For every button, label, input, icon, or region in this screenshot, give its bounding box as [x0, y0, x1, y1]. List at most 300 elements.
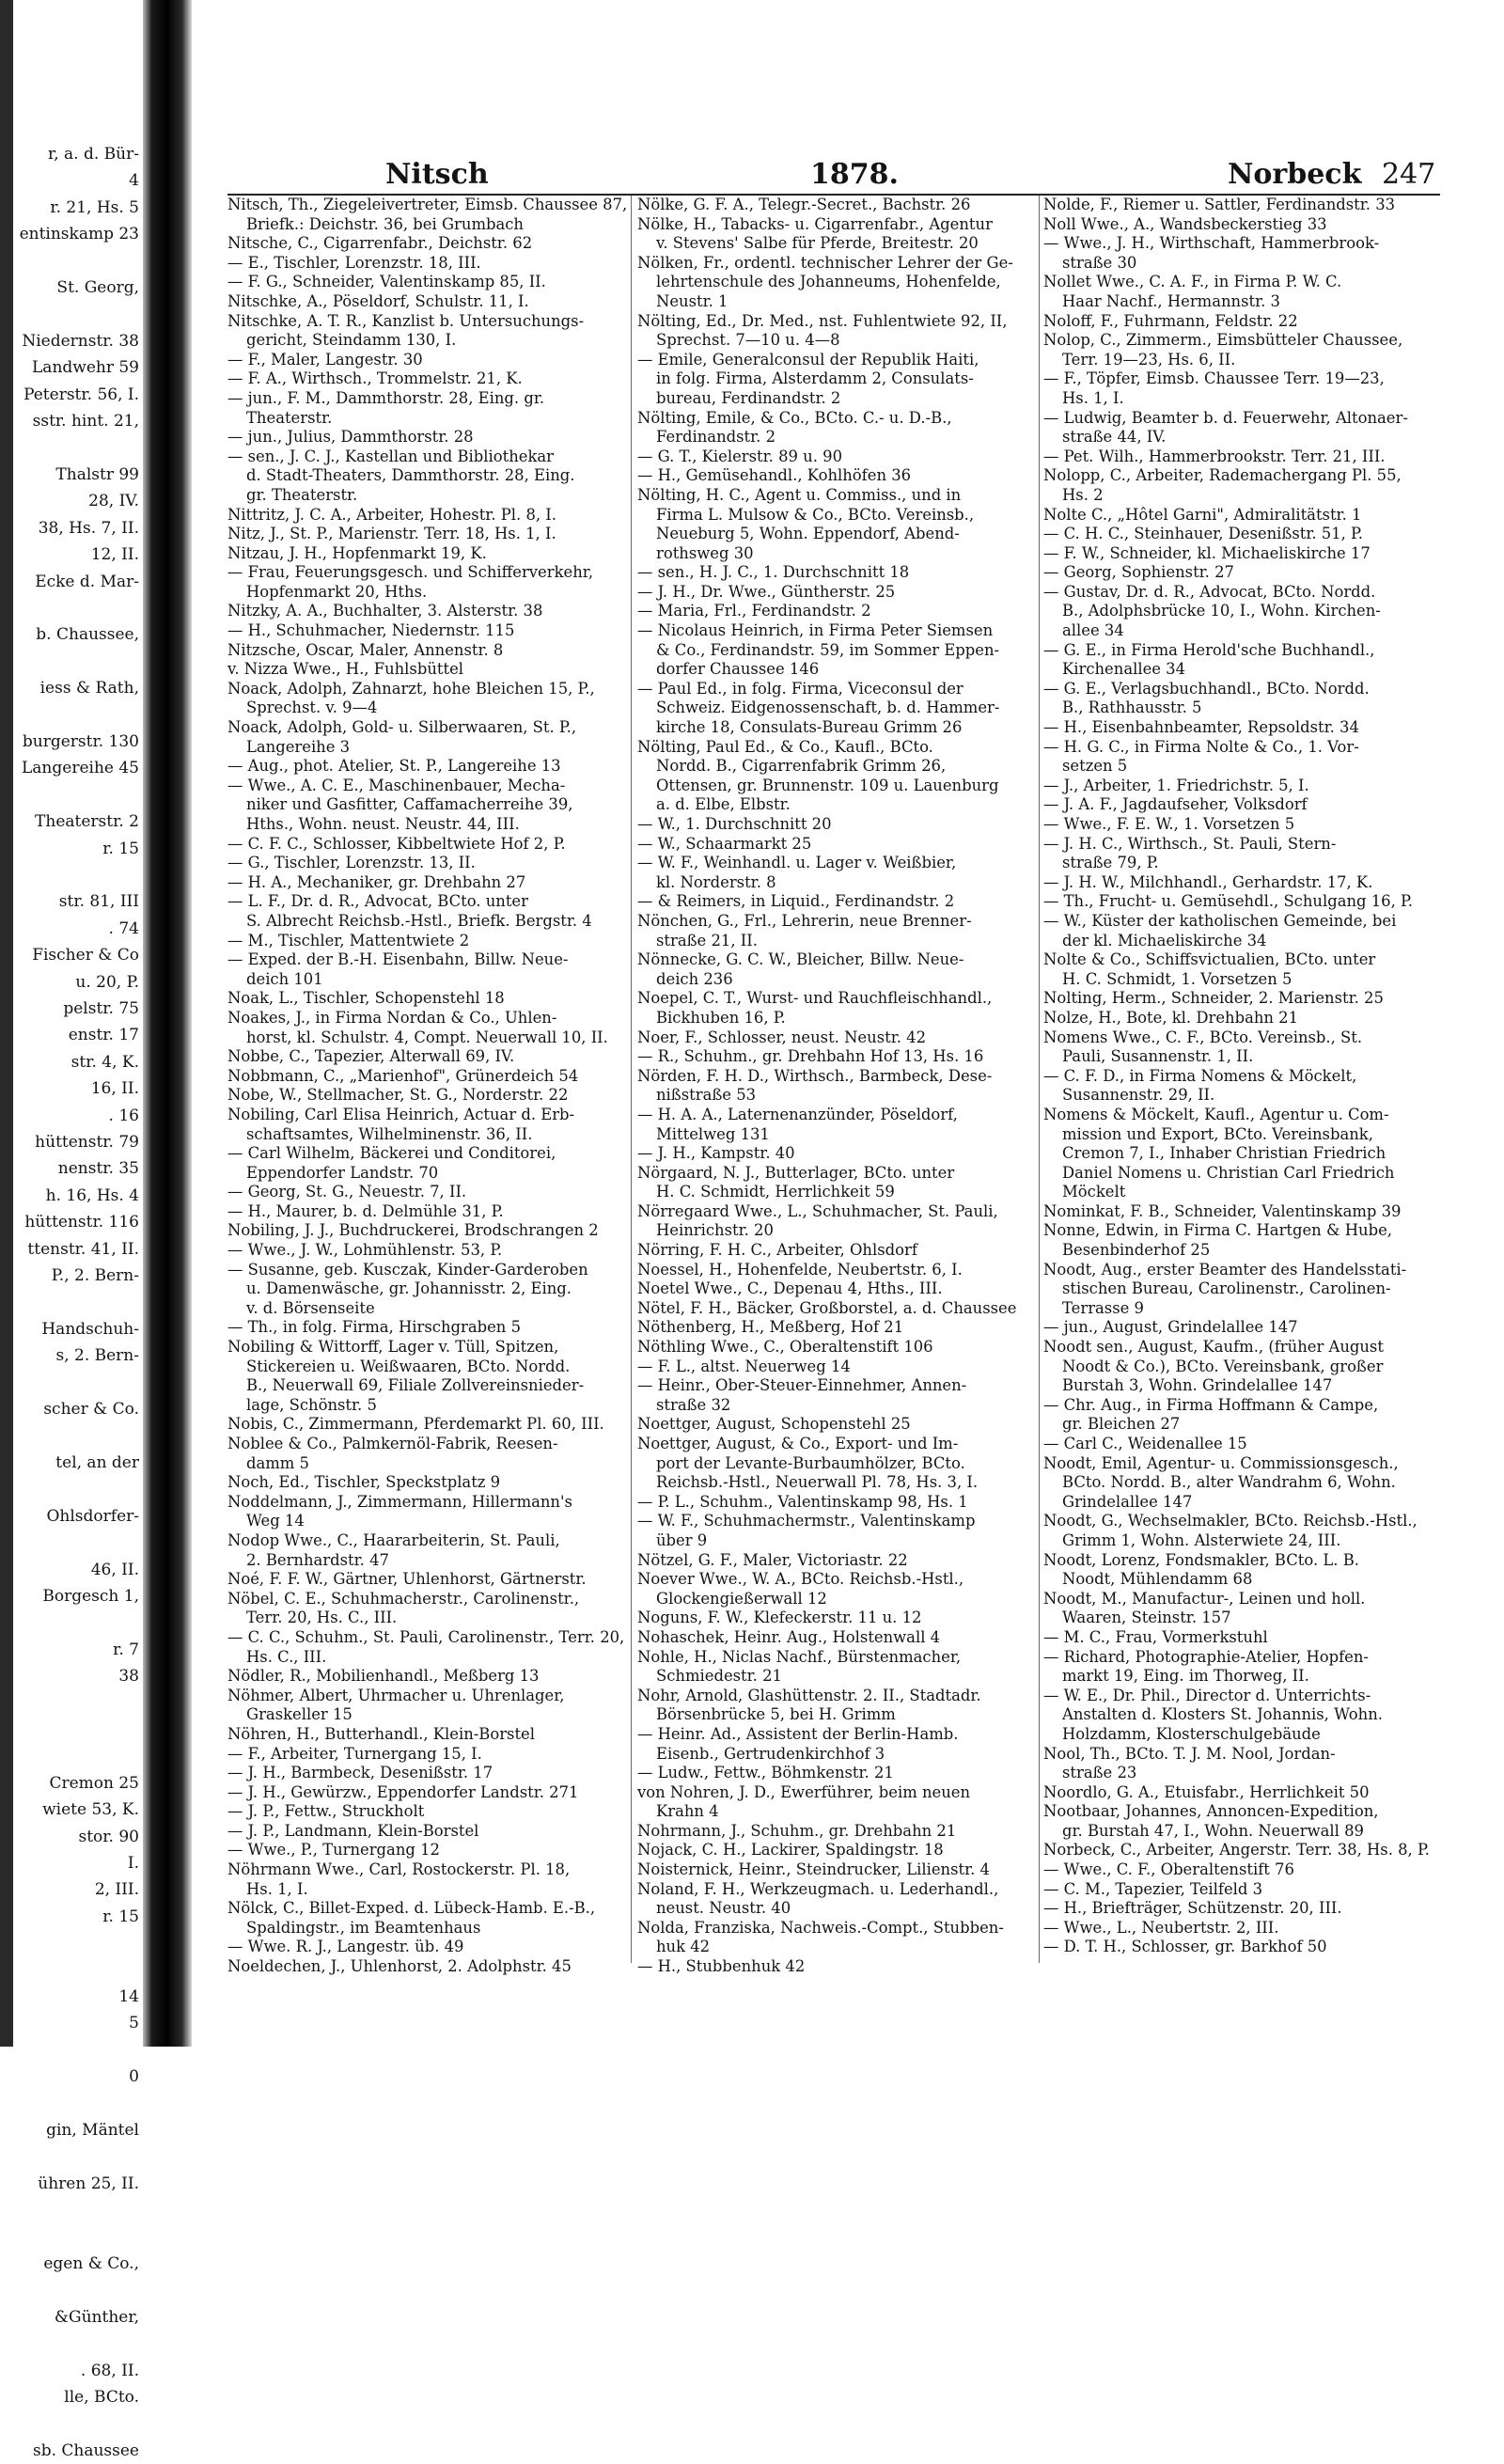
entry-continuation: kl. Norderstr. 8 — [656, 872, 776, 891]
prev-page-line: 16, II. — [90, 1079, 139, 1099]
directory-entry: Nolopp, C., Arbeiter, Rademachergang Pl. 55, — [1043, 466, 1402, 485]
prev-page-line — [13, 2331, 143, 2357]
directory-entry: — H., Schuhmacher, Niedernstr. 115 — [227, 621, 515, 640]
directory-entry: — Frau, Feuerungsgesch. und Schifferverkehr, — [227, 563, 594, 582]
entry-continuation: Haar Nachf., Hermannstr. 3 — [1062, 291, 1280, 310]
prev-page-line — [13, 2037, 143, 2064]
entry-continuation: Cremon 7, I., Inhaber Christian Friedrich — [1062, 1144, 1386, 1163]
directory-entry: — jun., August, Grindelallee 147 — [1043, 1318, 1298, 1337]
directory-entry: — Carl C., Weidenallee 15 — [1043, 1435, 1247, 1452]
entry-continuation: v. Stevens' Salbe für Pferde, Breitestr. 20 — [656, 234, 979, 253]
entry-continuation: Terrasse 9 — [1062, 1298, 1144, 1317]
directory-entry: — Wwe., C. F., Oberaltenstift 76 — [1043, 1860, 1294, 1879]
prev-page-line: tel, an der — [55, 1452, 139, 1472]
directory-entry: — E., Tischler, Lorenzstr. 18, III. — [227, 253, 481, 272]
directory-entry: — C. F. D., in Firma Nomens & Möckelt, — [1043, 1066, 1357, 1085]
directory-entry: — F., Maler, Langestr. 30 — [227, 350, 423, 369]
directory-entry: Noch, Ed., Tischler, Speckstplatz 9 — [227, 1473, 501, 1492]
column-1 — [227, 196, 628, 1976]
entry-continuation: schaftsamtes, Wilhelminenstr. 36, II. — [246, 1124, 533, 1143]
previous-page-strip — [13, 141, 143, 2460]
entry-continuation: Schmiedestr. 21 — [656, 1667, 782, 1686]
directory-entry: Noetel Wwe., C., Depenau 4, Hths., III. — [637, 1279, 943, 1298]
prev-page-line: 38, Hs. 7, II. — [38, 518, 139, 538]
directory-entry: — Wwe., P., Turnergang 12 — [227, 1841, 440, 1860]
prev-page-line: r, a. d. Bür- — [47, 145, 139, 164]
entry-continuation: Ottensen, gr. Brunnenstr. 109 u. Lauenburg — [656, 776, 999, 794]
directory-entry: — sen., H. J. C., 1. Durchschnitt 18 — [637, 563, 910, 582]
directory-entry: Nötel, F. H., Bäcker, Großborstel, a. d. Chaussee — [637, 1298, 1017, 1317]
entry-continuation: Noodt, Mühlendamm 68 — [1062, 1570, 1253, 1589]
entry-continuation: Besenbinderhof 25 — [1062, 1241, 1211, 1260]
directory-entry: — G. E., Verlagsbuchhandl., BCto. Nordd. — [1043, 679, 1370, 698]
entry-continuation: Anstalten d. Klosters St. Johannis, Wohn. — [1062, 1705, 1383, 1724]
entry-continuation: kirche 18, Consulats-Bureau Grimm 26 — [656, 718, 963, 737]
entry-continuation: Hs. 1, I. — [246, 1879, 308, 1898]
prev-page-line: enstr. 17 — [68, 1026, 139, 1045]
entry-continuation: Terr. 20, Hs. C., III. — [246, 1609, 398, 1627]
directory-entry: — Wwe., J. W., Lohmühlenstr. 53, P. — [227, 1241, 503, 1260]
directory-entry: Nöhrmann Wwe., Carl, Rostockerstr. Pl. 18, — [227, 1860, 571, 1879]
entry-continuation: straße 30 — [1062, 253, 1137, 272]
entry-continuation: über 9 — [656, 1530, 708, 1549]
directory-entry: von Nohren, J. D., Ewerführer, beim neuen — [637, 1782, 971, 1801]
directory-entry: — C. M., Tapezier, Teilfeld 3 — [1043, 1879, 1263, 1898]
directory-entry: Noddelmann, J., Zimmermann, Hillermann's — [227, 1492, 572, 1511]
entry-continuation: Nordd. B., Cigarrenfabrik Grimm 26, — [656, 757, 947, 776]
entry-continuation: lehrtenschule des Johanneums, Hohenfelde, — [656, 273, 1001, 291]
prev-page-line: Ohlsdorfer- — [46, 1506, 139, 1526]
prev-page-line: Thalstr 99 — [55, 464, 139, 484]
directory-entry: — J. H., Barmbeck, Desenißstr. 17 — [227, 1764, 494, 1782]
directory-entry: — Exped. der B.-H. Eisenbahn, Billw. Neue- — [227, 950, 569, 969]
prev-page-line — [13, 1530, 143, 1556]
directory-entry: — Wwe., A. C. E., Maschinenbauer, Mecha- — [227, 776, 566, 794]
directory-entry: — W. E., Dr. Phil., Director d. Unterrichts- — [1043, 1686, 1371, 1704]
directory-entry: — Gustav, Dr. d. R., Advocat, BCto. Nordd. — [1043, 582, 1376, 601]
directory-entry: — Chr. Aug., in Firma Hoffmann & Campe, — [1043, 1395, 1379, 1414]
prev-page-line: str. 4, K. — [70, 1052, 139, 1072]
prev-page-line — [13, 301, 143, 327]
directory-entry: Nörregaard Wwe., L., Schuhmacher, St. Pauli, — [637, 1201, 998, 1220]
directory-entry: — Georg, St. G., Neuestr. 7, II. — [227, 1183, 467, 1201]
entry-continuation: huk 42 — [656, 1938, 711, 1956]
directory-entry: Nitzky, A. A., Buchhalter, 3. Alsterstr. 38 — [227, 602, 543, 620]
directory-entry: — H., Stubbenhuk 42 — [637, 1957, 806, 1976]
directory-entry: Nöbel, C. E., Schuhmacherstr., Carolinenstr., — [227, 1589, 580, 1608]
prev-page-line — [13, 2411, 143, 2438]
directory-entry: — C. H. C., Steinhauer, Desenißstr. 51, P. — [1043, 525, 1363, 543]
directory-entry: Nolze, H., Bote, kl. Drehbahn 21 — [1043, 1008, 1299, 1027]
prev-page-line — [13, 1930, 143, 1956]
prev-page-line: Langereihe 45 — [22, 759, 139, 778]
directory-entry: — Pet. Wilh., Hammerbrookstr. Terr. 21, III. — [1043, 447, 1386, 465]
directory-entry: — & Reimers, in Liquid., Ferdinandstr. 2 — [637, 892, 955, 911]
entry-continuation: Eppendorfer Landstr. 70 — [246, 1163, 439, 1182]
directory-entry: Nöthling Wwe., C., Oberaltenstift 106 — [637, 1338, 933, 1357]
directory-entry: Nölting, Ed., Dr. Med., nst. Fuhlentwiete 92, II, — [637, 311, 1008, 330]
entry-continuation: niker und Gasfitter, Caffamacherreihe 39, — [246, 795, 573, 814]
entry-continuation: Terr. 19—23, Hs. 6, II. — [1062, 350, 1236, 369]
directory-entry: — W., Küster der katholischen Gemeinde, bei — [1043, 911, 1397, 930]
entry-continuation: Noodt & Co.), BCto. Vereinsbank, großer — [1062, 1357, 1384, 1375]
directory-entry: Nölting, Emile, & Co., BCto. C.- u. D.-B., — [637, 408, 952, 427]
directory-entry: — J. P., Landmann, Klein-Borstel — [227, 1821, 479, 1840]
entry-continuation: Hs. 2 — [1062, 485, 1104, 504]
directory-entry: Nöthenberg, H., Meßberg, Hof 21 — [637, 1318, 904, 1337]
prev-page-line — [13, 595, 143, 621]
directory-entry: — Paul Ed., in folg. Firma, Viceconsul der — [637, 679, 964, 698]
directory-entry: Nitz, J., St. P., Marienstr. Terr. 18, Hs. 1, I. — [227, 525, 556, 543]
directory-entry: — Ludw., Fettw., Böhmkenstr. 21 — [637, 1764, 894, 1782]
directory-entry: Nolte C., „Hôtel Garni", Admiralitätstr. 1 — [1043, 505, 1362, 524]
column-divider — [1039, 196, 1040, 1963]
entry-continuation: Neustr. 1 — [656, 291, 728, 310]
directory-entry: — P. L., Schuhm., Valentinskamp 98, Hs. 1 — [637, 1492, 968, 1511]
entry-continuation: bureau, Ferdinandstr. 2 — [656, 388, 841, 407]
entry-continuation: Graskeller 15 — [246, 1705, 352, 1724]
prev-page-line: Fischer & Co — [32, 946, 139, 965]
directory-entry: Nolop, C., Zimmerm., Eimsbütteler Chaussee, — [1043, 331, 1403, 350]
directory-entry: Nitschke, A. T. R., Kanzlist b. Untersuchungs- — [227, 311, 585, 330]
directory-entry: — H. A. A., Laternenanzünder, Pöseldorf, — [637, 1105, 958, 1123]
prev-page-line — [13, 1717, 143, 1743]
directory-entry: — Richard, Photographie-Atelier, Hopfen- — [1043, 1647, 1369, 1666]
prev-page-line: ühren 25, II. — [38, 2174, 139, 2193]
directory-entry: Nolting, Herm., Schneider, 2. Marienstr. 25 — [1043, 989, 1384, 1008]
directory-entry: — Wwe., F. E. W., 1. Vorsetzen 5 — [1043, 815, 1295, 833]
prev-page-line: r. 15 — [102, 839, 139, 858]
directory-entry: Nojack, C. H., Lackirer, Spaldingstr. 18 — [637, 1841, 944, 1860]
prev-page-line — [13, 2197, 143, 2223]
prev-page-line: 12, II. — [90, 545, 139, 565]
directory-entry: Noodt, Aug., erster Beamter des Handelsstati- — [1043, 1260, 1407, 1279]
directory-entry: Nönnecke, G. C. W., Bleicher, Billw. Neue- — [637, 950, 964, 969]
entry-continuation: Briefk.: Deichstr. 36, bei Grumbach — [246, 214, 524, 233]
directory-entry: — Ludwig, Beamter b. d. Feuerwehr, Altonaer- — [1043, 408, 1408, 427]
directory-entry: Nölck, C., Billet-Exped. d. Lübeck-Hamb. E.-B., — [227, 1899, 596, 1918]
directory-entry: — H., Briefträger, Schützenstr. 20, III. — [1043, 1899, 1342, 1918]
directory-entry: Nobbe, C., Tapezier, Alterwall 69, IV. — [227, 1047, 515, 1066]
entry-continuation: Ferdinandstr. 2 — [656, 428, 776, 447]
prev-page-line — [13, 1957, 143, 1984]
directory-entry: — Heinr. Ad., Assistent der Berlin-Hamb. — [637, 1724, 959, 1743]
entry-continuation: Firma L. Mulsow & Co., BCto. Vereinsb., — [656, 505, 975, 524]
prev-page-line: scher & Co. — [43, 1400, 139, 1420]
prev-page-line: ttenstr. 41, II. — [27, 1239, 139, 1259]
directory-entry: — Wwe., J. H., Wirthschaft, Hammerbrook- — [1043, 234, 1380, 253]
prev-page-line: egen & Co., — [43, 2254, 139, 2274]
prev-page-line: 28, IV. — [88, 492, 139, 511]
directory-entry: Nöhren, H., Butterhandl., Klein-Borstel — [227, 1724, 535, 1743]
entry-continuation: u. Damenwäsche, gr. Johannisstr. 2, Eing. — [246, 1279, 572, 1298]
prev-page-line — [13, 248, 143, 275]
entry-continuation: dorfer Chaussee 146 — [656, 660, 820, 679]
prev-page-line: stor. 90 — [78, 1827, 139, 1846]
directory-entry: Nörring, F. H. C., Arbeiter, Ohlsdorf — [637, 1241, 917, 1260]
entry-continuation: Daniel Nomens u. Christian Carl Friedrich — [1062, 1163, 1395, 1182]
prev-page-line — [13, 434, 143, 461]
prev-page-line: . 68, II. — [80, 2361, 139, 2380]
entry-continuation: straße 32 — [656, 1395, 731, 1414]
entry-continuation: Sprechst. v. 9—4 — [246, 698, 378, 717]
directory-entry: — sen., J. C. J., Kastellan und Bibliothekar — [227, 447, 554, 465]
prev-page-line — [13, 1476, 143, 1502]
directory-entry: — J. H. W., Milchhandl., Gerhardstr. 17, K. — [1043, 872, 1373, 891]
prev-page-line — [13, 862, 143, 888]
directory-entry: Nölting, Paul Ed., & Co., Kaufl., BCto. — [637, 737, 933, 756]
prev-page-line: Cremon 25 — [49, 1773, 139, 1793]
prev-page-line — [13, 2143, 143, 2170]
directory-entry: Nolda, Franziska, Nachweis.-Compt., Stubben- — [637, 1918, 1004, 1937]
entry-continuation: neust. Neustr. 40 — [656, 1899, 791, 1918]
prev-page-line: wiete 53, K. — [42, 1800, 139, 1820]
entry-continuation: Hs. 1, I. — [1062, 388, 1124, 407]
entry-continuation: deich 236 — [656, 969, 733, 988]
entry-continuation: Schweiz. Eidgenossenschaft, b. d. Hammer- — [656, 698, 1000, 717]
prev-page-line: 0 — [129, 2067, 139, 2087]
prev-page-line — [13, 702, 143, 729]
entry-continuation: Hopfenmarkt 20, Hths. — [246, 582, 428, 601]
prev-page-line: 5 — [129, 2014, 139, 2033]
entry-continuation: Möckelt — [1062, 1183, 1126, 1201]
entry-continuation: Eisenb., Gertrudenkirchhof 3 — [656, 1744, 885, 1763]
directory-entry: — J. A. F., Jagdaufseher, Volksdorf — [1043, 795, 1308, 814]
entry-continuation: deich 101 — [246, 969, 323, 988]
directory-entry: — M. C., Frau, Vormerkstuhl — [1043, 1627, 1268, 1646]
directory-entry: Noessel, H., Hohenfelde, Neubertstr. 6, I. — [637, 1260, 963, 1279]
book-binding — [143, 0, 192, 2047]
directory-entry: — F. W., Schneider, kl. Michaeliskirche 17 — [1043, 543, 1371, 562]
directory-entry: Noever Wwe., W. A., BCto. Reichsb.-Hstl., — [637, 1570, 964, 1589]
directory-entry: Nootbaar, Johannes, Annoncen-Expedition, — [1043, 1802, 1379, 1821]
entry-continuation: Heinrichstr. 20 — [656, 1221, 774, 1240]
entry-continuation: damm 5 — [246, 1453, 309, 1472]
entry-continuation: Pauli, Susannenstr. 1, II. — [1062, 1047, 1254, 1066]
directory-entry: — Georg, Sophienstr. 27 — [1043, 563, 1234, 582]
directory-entry: — J. H., Kampstr. 40 — [637, 1144, 795, 1163]
header-last-entry: Norbeck — [1228, 158, 1362, 191]
directory-entry: — H., Eisenbahnbeamter, Repsoldstr. 34 — [1043, 718, 1359, 737]
directory-entry: Noblee & Co., Palmkernöl-Fabrik, Reesen- — [227, 1435, 558, 1452]
prev-page-line — [13, 649, 143, 675]
directory-entry: Nittritz, J. C. A., Arbeiter, Hohestr. Pl. 8, I. — [227, 505, 556, 524]
page-number: 247 — [1382, 158, 1436, 191]
directory-entry: — F. A., Wirthsch., Trommelstr. 21, K. — [227, 369, 523, 388]
directory-entry: Noloff, F., Fuhrmann, Feldstr. 22 — [1043, 311, 1298, 330]
entry-continuation: & Co., Ferdinandstr. 59, im Sommer Eppen- — [656, 640, 1000, 659]
directory-entry: — J. H., Gewürzw., Eppendorfer Landstr. 271 — [227, 1782, 579, 1801]
directory-entry: — H., Gemüsehandl., Kohlhöfen 36 — [637, 466, 912, 485]
entry-continuation: Glockengießerwall 12 — [656, 1589, 827, 1608]
directory-entry: Noack, Adolph, Zahnarzt, hohe Bleichen 15, P., — [227, 679, 595, 698]
directory-entry: Nool, Th., BCto. T. J. M. Nool, Jordan- — [1043, 1744, 1336, 1763]
entry-continuation: setzen 5 — [1062, 757, 1128, 776]
directory-entry: Nitzsche, Oscar, Maler, Annenstr. 8 — [227, 640, 504, 659]
directory-entry: — C. F. C., Schlosser, Kibbeltwiete Hof 2, P. — [227, 834, 566, 853]
directory-entry: — G., Tischler, Lorenzstr. 13, II. — [227, 854, 476, 872]
prev-page-line: hüttenstr. 116 — [24, 1213, 139, 1232]
directory-entry: Noettger, August, Schopenstehl 25 — [637, 1415, 911, 1434]
prev-page-line: 38 — [118, 1667, 139, 1687]
directory-entry: Nobiling, Carl Elisa Heinrich, Actuar d. Erb- — [227, 1105, 575, 1123]
entry-continuation: Theaterstr. — [246, 408, 333, 427]
prev-page-line: P., 2. Bern- — [51, 1266, 139, 1286]
directory-entry: — H. A., Mechaniker, gr. Drehbahn 27 — [227, 872, 526, 891]
prev-page-line: St. Georg, — [56, 278, 139, 298]
prev-page-line — [13, 782, 143, 808]
entry-continuation: Holzdamm, Klosterschulgebäude — [1062, 1724, 1321, 1743]
directory-entry: — J. H. C., Wirthsch., St. Pauli, Stern- — [1043, 834, 1337, 853]
prev-page-line — [13, 1690, 143, 1717]
prev-page-line: Handschuh- — [41, 1319, 139, 1339]
directory-entry: — jun., F. M., Dammthorstr. 28, Eing. gr. — [227, 388, 545, 407]
directory-entry: Noak, L., Tischler, Schopenstehl 18 — [227, 989, 505, 1008]
entry-continuation: der kl. Michaeliskirche 34 — [1062, 931, 1267, 950]
directory-entry: — H. G. C., in Firma Nolte & Co., 1. Vor- — [1043, 737, 1359, 756]
entry-continuation: B., Adolphsbrücke 10, I., Wohn. Kirchen- — [1062, 602, 1381, 620]
entry-continuation: straße 23 — [1062, 1764, 1137, 1782]
prev-page-line — [13, 1423, 143, 1450]
directory-entry: Noisternick, Heinr., Steindrucker, Lilienstr. 4 — [637, 1860, 990, 1879]
entry-continuation: d. Stadt-Theaters, Dammthorstr. 28, Eing. — [246, 466, 575, 485]
prev-page-line: nenstr. 35 — [57, 1159, 139, 1179]
page-header — [227, 158, 1436, 196]
prev-page-line — [13, 2278, 143, 2304]
entry-continuation: lage, Schönstr. 5 — [246, 1395, 377, 1414]
directory-entry: — D. T. H., Schlosser, gr. Barkhof 50 — [1043, 1938, 1327, 1956]
directory-entry: — C. C., Schuhm., St. Pauli, Carolinenstr., Terr. 20, — [227, 1627, 625, 1646]
directory-entry: Noepel, C. T., Wurst- und Rauchfleischhandl., — [637, 989, 993, 1008]
entry-continuation: Hths., Wohn. neust. Neustr. 44, III. — [246, 815, 520, 833]
directory-entry: — M., Tischler, Mattentwiete 2 — [227, 931, 470, 950]
directory-entry: Nobis, C., Zimmermann, Pferdemarkt Pl. 60, III. — [227, 1415, 604, 1434]
directory-entry: Nitschke, A., Pöseldorf, Schulstr. 11, I. — [227, 291, 529, 310]
entry-continuation: rothsweg 30 — [656, 543, 754, 562]
directory-entry: — W. F., Schuhmachermstr., Valentinskamp — [637, 1512, 976, 1530]
prev-page-line: 14 — [118, 1987, 139, 2007]
directory-entry: — W. F., Weinhandl. u. Lager v. Weißbier, — [637, 854, 957, 872]
prev-page-line: entinskamp 23 — [19, 225, 139, 244]
directory-entry: Noodt, Emil, Agentur- u. Commissionsgesch., — [1043, 1453, 1399, 1472]
directory-entry: — F. L., altst. Neuerweg 14 — [637, 1357, 851, 1375]
directory-entry: Noodt, G., Wechselmakler, BCto. Reichsb.-Hstl., — [1043, 1512, 1418, 1530]
directory-entry: Nobiling & Wittorff, Lager v. Tüll, Spitzen, — [227, 1338, 559, 1357]
entry-continuation: Burstah 3, Wohn. Grindelallee 147 — [1062, 1376, 1333, 1395]
prev-page-line: Borgesch 1, — [42, 1586, 139, 1606]
directory-entry: — R., Schuhm., gr. Drehbahn Hof 13, Hs. 16 — [637, 1047, 984, 1066]
prev-page-line: Peterstr. 56, I. — [24, 385, 139, 404]
directory-entry: Nölken, Fr., ordentl. technischer Lehrer der Ge- — [637, 253, 1013, 272]
directory-entry: Norbeck, C., Arbeiter, Angerstr. Terr. 38, Hs. 8, P. — [1043, 1841, 1430, 1860]
prev-page-line: 4 — [129, 171, 139, 191]
entry-continuation: Grimm 1, Wohn. Alsterwiete 24, III. — [1062, 1530, 1341, 1549]
entry-continuation: Spaldingstr., im Beamtenhaus — [246, 1918, 481, 1937]
directory-entry: Nölke, H., Tabacks- u. Cigarrenfabr., Agentur — [637, 214, 993, 233]
directory-entry: Nönchen, G., Frl., Lehrerin, neue Brenner- — [637, 911, 972, 930]
directory-entry: Nominkat, F. B., Schneider, Valentinskamp 39 — [1043, 1201, 1402, 1220]
directory-page — [199, 0, 1493, 2047]
prev-page-line: h. 16, Hs. 4 — [45, 1185, 139, 1205]
prev-page-line: I. — [127, 1854, 139, 1873]
directory-entry: Nolte & Co., Schiffsvictualien, BCto. unter — [1043, 950, 1376, 969]
directory-entry: Nitzau, J. H., Hopfenmarkt 19, K. — [227, 543, 487, 562]
prev-page-line: Ecke d. Mar- — [35, 572, 139, 591]
prev-page-line — [13, 1289, 143, 1315]
entry-continuation: Weg 14 — [246, 1512, 305, 1530]
entry-continuation: 2. Bernhardstr. 47 — [246, 1550, 389, 1569]
directory-entry: Nomens & Möckelt, Kaufl., Agentur u. Com- — [1043, 1105, 1389, 1123]
directory-entry: v. Nizza Wwe., H., Fuhlsbüttel — [227, 660, 464, 679]
entry-continuation: gericht, Steindamm 130, I. — [246, 331, 457, 350]
entry-continuation: straße 21, II. — [656, 931, 758, 950]
directory-entry: — G. T., Kielerstr. 89 u. 90 — [637, 447, 842, 465]
entry-continuation: Grindelallee 147 — [1062, 1492, 1193, 1511]
column-2 — [637, 196, 1036, 1976]
entry-continuation: stischen Bureau, Carolinenstr., Carolinen- — [1062, 1279, 1391, 1298]
directory-entry: — Susanne, geb. Kusczak, Kinder-Garderoben — [227, 1260, 588, 1279]
directory-entry: Nolde, F., Riemer u. Sattler, Ferdinandstr. 33 — [1043, 196, 1396, 213]
directory-entry: Nohaschek, Heinr. Aug., Holstenwall 4 — [637, 1627, 941, 1646]
directory-entry: Nonne, Edwin, in Firma C. Hartgen & Hube, — [1043, 1221, 1393, 1240]
entry-continuation: in folg. Firma, Alsterdamm 2, Consulats- — [656, 369, 974, 388]
directory-entry: Nitsche, C., Cigarrenfabr., Deichstr. 62 — [227, 234, 533, 253]
prev-page-line: &Günther, — [54, 2307, 139, 2327]
entry-continuation: mission und Export, BCto. Vereinsbank, — [1062, 1124, 1373, 1143]
directory-entry: — H., Maurer, b. d. Delmühle 31, P. — [227, 1201, 504, 1220]
header-year: 1878. — [810, 158, 899, 191]
directory-entry: — Emile, Generalconsul der Republik Haiti, — [637, 350, 979, 369]
entry-continuation: Börsenbrücke 5, bei H. Grimm — [656, 1705, 896, 1724]
directory-entry: Noé, F. F. W., Gärtner, Uhlenhorst, Gärtnerstr. — [227, 1570, 587, 1589]
directory-entry: — J. P., Fettw., Struckholt — [227, 1802, 425, 1821]
directory-entry: — Nicolaus Heinrich, in Firma Peter Siemsen — [637, 621, 994, 640]
entry-continuation: straße 44, IV. — [1062, 428, 1167, 447]
prev-page-line: Theaterstr. 2 — [35, 812, 139, 832]
directory-entry: — J. H., Dr. Wwe., Güntherstr. 25 — [637, 582, 896, 601]
directory-entry: Nollet Wwe., C. A. F., in Firma P. W. C. — [1043, 273, 1342, 291]
directory-entry: Nohr, Arnold, Glashüttenstr. 2. II., Stadtadr. — [637, 1686, 981, 1704]
entry-continuation: straße 79, P. — [1062, 854, 1159, 872]
prev-page-line: s, 2. Bern- — [55, 1346, 139, 1366]
directory-entry: — F. G., Schneider, Valentinskamp 85, II. — [227, 273, 546, 291]
directory-entry: Noodt, M., Manufactur-, Leinen und holl. — [1043, 1589, 1366, 1608]
directory-entry: — G. E., in Firma Herold'sche Buchhandl., — [1043, 640, 1375, 659]
directory-entry: Nohle, H., Niclas Nachf., Bürstenmacher, — [637, 1647, 962, 1666]
entry-continuation: B., Rathhausstr. 5 — [1062, 698, 1202, 717]
column-3 — [1043, 196, 1442, 1963]
directory-entry: Noguns, F. W., Klefeckerstr. 11 u. 12 — [637, 1609, 922, 1627]
prev-page-line: gin, Mäntel — [46, 2121, 139, 2141]
prev-page-line: Landwehr 59 — [32, 358, 139, 378]
entry-continuation: H. C. Schmidt, 1. Vorsetzen 5 — [1062, 969, 1292, 988]
prev-page-line: r. 7 — [113, 1640, 139, 1659]
directory-entry: — Aug., phot. Atelier, St. P., Langereihe 13 — [227, 757, 561, 776]
prev-page-line: lle, BCto. — [64, 2388, 139, 2408]
prev-page-line: . 16 — [108, 1106, 139, 1125]
directory-entry: — W., 1. Durchschnitt 20 — [637, 815, 832, 833]
prev-page-line: sstr. hint. 21, — [32, 412, 139, 432]
prev-page-line — [13, 2091, 143, 2117]
prev-page-line: r. 21, Hs. 5 — [50, 197, 139, 217]
directory-entry: Nobe, W., Stellmacher, St. G., Norderstr. 22 — [227, 1086, 569, 1105]
entry-continuation: Waaren, Steinstr. 157 — [1062, 1609, 1231, 1627]
directory-entry: — L. F., Dr. d. R., Advocat, BCto. unter — [227, 892, 528, 911]
directory-entry: Noll Wwe., A., Wandsbeckerstieg 33 — [1043, 214, 1327, 233]
directory-entry: — F., Arbeiter, Turnergang 15, I. — [227, 1744, 482, 1763]
entry-continuation: gr. Bleichen 27 — [1062, 1415, 1181, 1434]
directory-entry: — jun., Julius, Dammthorstr. 28 — [227, 428, 474, 447]
